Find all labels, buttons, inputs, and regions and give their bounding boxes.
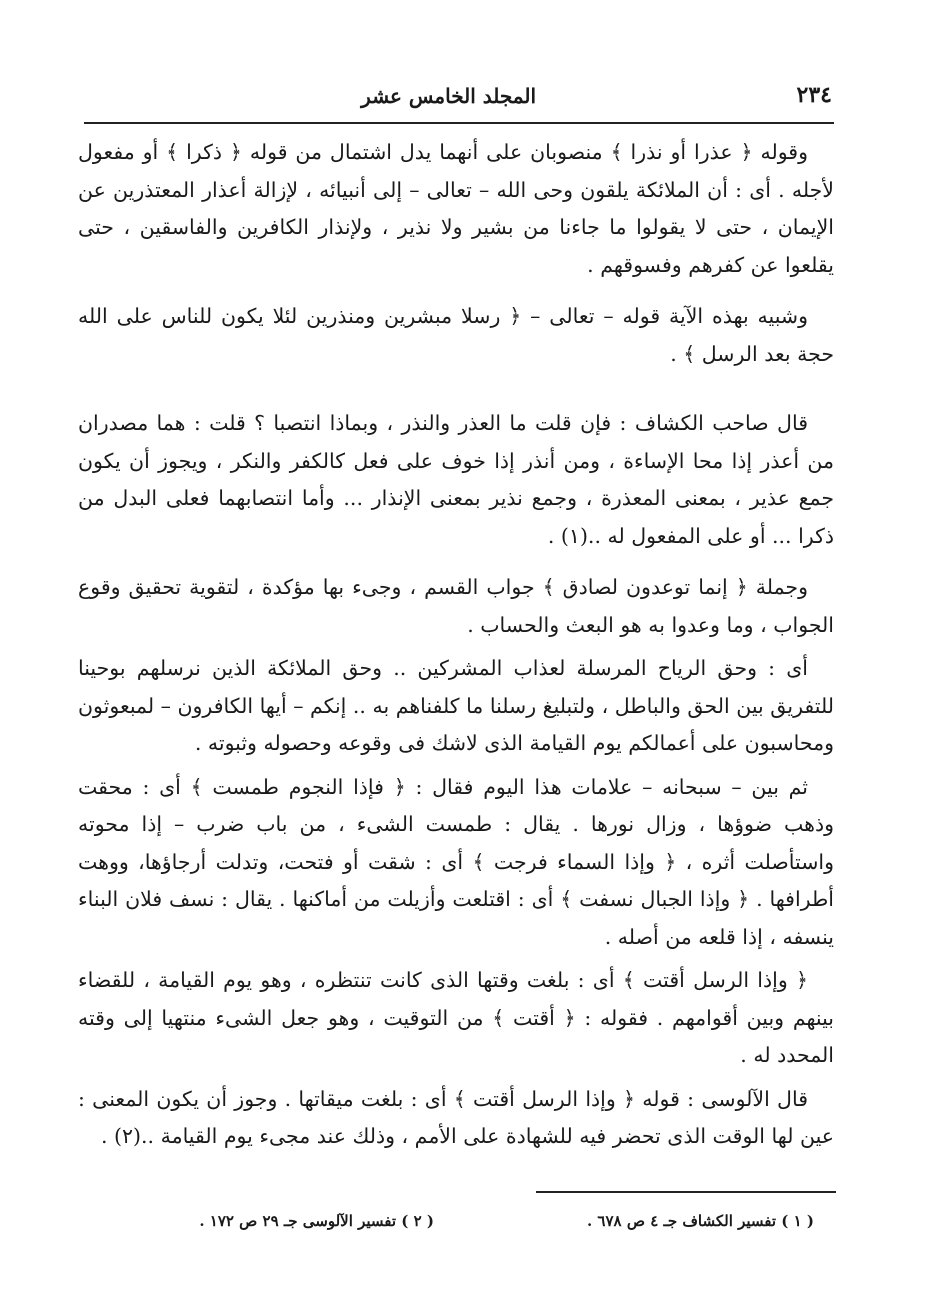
paragraph: قال الآلوسى : قوله ﴿ وإذا الرسل أقتت ﴾ أى : بلغت ميقاتها . وجوز أن يكون المعنى : عين لها الوقت الذى تحضر فيه للشهادة على الأمم ، وذلك عند مجىء يوم القيامة ..(٢) .	[78, 1086, 834, 1148]
footnote-divider	[536, 1191, 836, 1193]
footnote-1: ( ١ ) تفسير الكشاف جـ ٤ ص ٦٧٨ .	[586, 1212, 814, 1230]
paragraph: وقوله ﴿ عذرا أو نذرا ﴾ منصوبان على أنهما يدل اشتمال من قوله ﴿ ذكرا ﴾ أو مفعول لأجله . أى : أن الملائكة يلقون وحى الله – تعالى – إلى أنبيائه ، لإزالة أعذار المعتذرين عن الإيمان ، حتى لا يقولوا ما جاءنا من بشير ولا نذير ، ولإنذار الكافرين والفاسقين ، حتى يقلعوا عن كفرهم وفسوقهم .	[78, 140, 834, 277]
page-number: ٢٣٤	[796, 82, 832, 108]
page-header	[84, 78, 836, 114]
footnotes	[84, 1212, 824, 1242]
running-title: المجلد الخامس عشر	[361, 84, 536, 108]
paragraph: ثم بين – سبحانه – علامات هذا اليوم فقال : ﴿ فإذا النجوم طمست ﴾ أى : محقت وذهب ضوؤها ، وزال نورها . يقال : طمست الشىء ، من باب ضرب – إذا محوته واستأصلت أثره ، ﴿ وإذا السماء فرجت ﴾ أى : شقت أو فتحت، وتدلت أرجاؤها، ووهت أطرافها . ﴿ وإذا الجبال نسفت ﴾ أى : اقتلعت وأزيلت من أماكنها . يقال : نسف فلان البناء ينسفه ، إذا قلعه من أصله .	[78, 774, 834, 949]
main-text	[78, 134, 834, 1156]
paragraph: ﴿ وإذا الرسل أقتت ﴾ أى : بلغت وقتها الذى كانت تنتظره ، وهو يوم القيامة ، للقضاء بينهم وبين أقوامهم . فقوله : ﴿ أقتت ﴾ من التوقيت ، وهو جعل الشىء منتهيا إلى وقته المحدد له .	[78, 968, 834, 1067]
paragraph: وجملة ﴿ إنما توعدون لصادق ﴾ جواب القسم ، وجىء بها مؤكدة ، لتقوية تحقيق وقوع الجواب ، وما وعدوا به هو البعث والحساب .	[78, 575, 834, 637]
header-divider	[84, 122, 834, 124]
paragraph: وشبيه بهذه الآية قوله – تعالى – ﴿ رسلا مبشرين ومنذرين لئلا يكون للناس على الله حجة بعد الرسل ﴾ .	[78, 304, 834, 366]
paragraph: قال صاحب الكشاف : فإن قلت ما العذر والنذر ، وبماذا انتصبا ؟ قلت : هما مصدران من أعذر إذا محا الإساءة ، ومن أنذر إذا خوف على فعل كالكفر والنكر ، ويجوز أن يكون جمع عذير ، بمعنى المعذرة ، وجمع نذير بمعنى الإنذار ... وأما انتصابهما فعلى البدل من ذكرا ... أو على المفعول له ..(١) .	[78, 411, 834, 548]
footnote-2: ( ٢ ) تفسير الآلوسى جـ ٢٩ ص ١٧٢ .	[199, 1212, 434, 1230]
paragraph: أى : وحق الرياح المرسلة لعذاب المشركين .. وحق الملائكة الذين نرسلهم بوحينا للتفريق بين الحق والباطل ، ولتبليغ رسلنا ما كلفناهم به .. إنكم – أيها الكافرون – لمبعوثون ومحاسبون على أعمالكم يوم القيامة الذى لاشك فى وقوعه وحصوله وثبوته .	[78, 656, 834, 755]
